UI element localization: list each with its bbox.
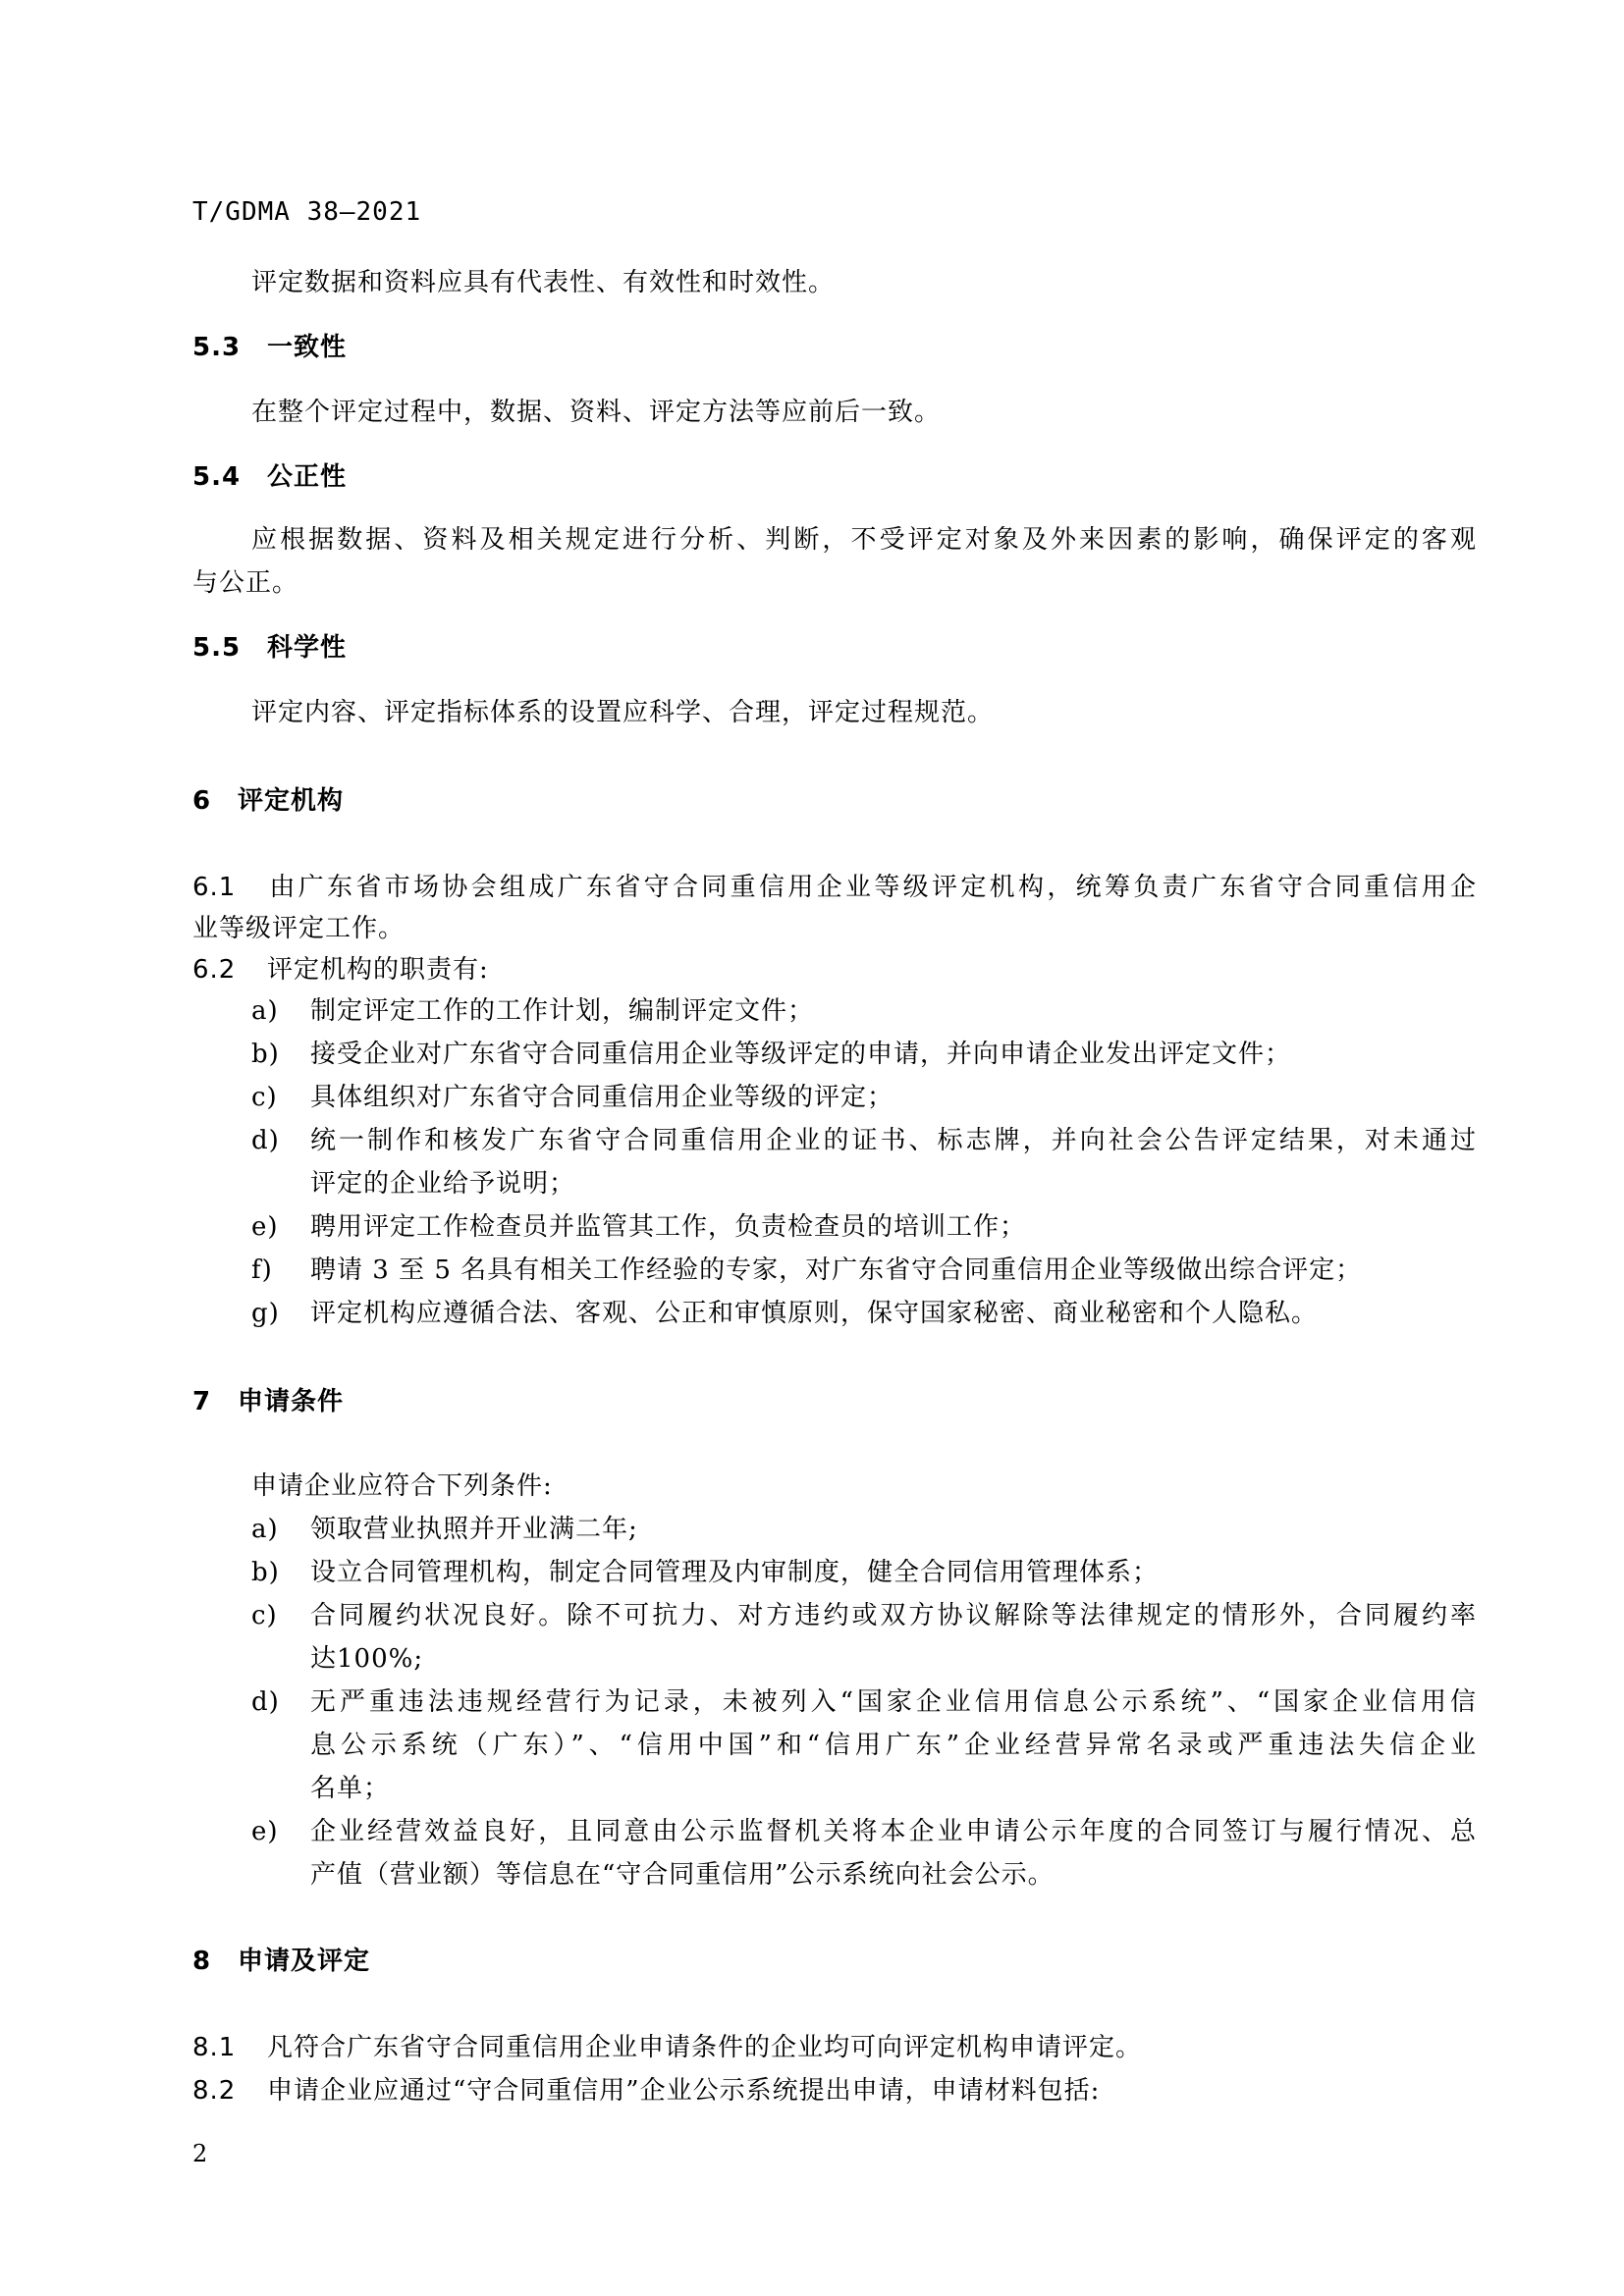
clause-5-4-heading — [192, 457, 347, 497]
paragraph-5-4-line-1: 应根据数据、资料及相关规定进行分析、判断，不受评定对象及外来因素的影响，确保评定的客观 — [251, 525, 1477, 555]
list-label: f) — [251, 1255, 273, 1285]
paragraph-7-intro: 申请企业应符合下列条件: — [251, 1471, 553, 1501]
clause-text: 评定机构的职责有: — [267, 955, 489, 985]
list-text-continued: 息公示系统（广东）”、“信用中国”和“信用广东”企业经营异常名录或严重违法失信企业 — [310, 1731, 1477, 1760]
list-label: b) — [251, 1040, 280, 1069]
chapter-number: 6 — [192, 786, 212, 816]
list-text: 合同履约状况良好。除不可抗力、对方违约或双方协议解除等法律规定的情形外，合同履约率 — [310, 1601, 1477, 1630]
list-label: g) — [251, 1299, 280, 1328]
list-text: 无严重违法违规经营行为记录，未被列入“国家企业信用信息公示系统”、“国家企业信用信 — [310, 1687, 1477, 1717]
clause-number: 6.1 — [192, 873, 237, 902]
list-text: 聘请 3 至 5 名具有相关工作经验的专家，对广东省守合同重信用企业等级做出综合评定； — [310, 1255, 1363, 1285]
list-label: d) — [251, 1126, 280, 1155]
clause-number: 5.5 — [192, 633, 242, 663]
list-text: 领取营业执照并开业满二年; — [310, 1515, 638, 1544]
clause-5-3-heading — [192, 328, 347, 367]
clause-number: 5.4 — [192, 462, 242, 492]
clause-8-1 — [192, 2028, 1142, 2067]
clause-title: 公正性 — [267, 462, 348, 492]
list-label: a) — [251, 1515, 279, 1544]
list-text-continued: 产值（营业额）等信息在“守合同重信用”公示系统向社会公示。 — [310, 1860, 1055, 1890]
clause-text: 凡符合广东省守合同重信用企业申请条件的企业均可向评定机构申请评定。 — [267, 2033, 1143, 2062]
paragraph-5-3: 在整个评定过程中，数据、资料、评定方法等应前后一致。 — [251, 398, 942, 427]
list-text-continued: 评定的企业给予说明； — [310, 1169, 576, 1199]
page-number: 2 — [192, 2140, 209, 2167]
chapter-title: 申请条件 — [238, 1387, 345, 1416]
list-label: e) — [251, 1212, 279, 1242]
chapter-title: 评定机构 — [238, 786, 345, 816]
list-label: a) — [251, 996, 279, 1026]
list-text: 设立合同管理机构，制定合同管理及内审制度，健全合同信用管理体系； — [310, 1558, 1160, 1587]
list-label: e) — [251, 1817, 279, 1846]
clause-text: 由广东省市场协会组成广东省守合同重信用企业等级评定机构，统筹负责广东省守合同重信用企 — [267, 873, 1477, 902]
list-text: 聘用评定工作检查员并监管其工作，负责检查员的培训工作； — [310, 1212, 1027, 1242]
paragraph-5-5: 评定内容、评定指标体系的设置应科学、合理，评定过程规范。 — [251, 698, 995, 727]
clause-8-2 — [192, 2071, 1100, 2110]
chapter-7-heading — [192, 1382, 344, 1421]
chapter-number: 7 — [192, 1387, 212, 1416]
list-text: 制定评定工作的工作计划，编制评定文件； — [310, 996, 815, 1026]
clause-text: 申请企业应通过“守合同重信用”企业公示系统提出申请，申请材料包括: — [267, 2076, 1101, 2106]
paragraph-5-4-line-2: 与公正。 — [192, 568, 299, 598]
clause-number: 5.3 — [192, 333, 242, 362]
list-label: d) — [251, 1687, 280, 1717]
list-text: 评定机构应遵循合法、客观、公正和审慎原则，保守国家秘密、商业秘密和个人隐私。 — [310, 1299, 1319, 1328]
clause-title: 一致性 — [267, 333, 348, 362]
list-text: 具体组织对广东省守合同重信用企业等级的评定； — [310, 1083, 894, 1112]
list-label: c) — [251, 1601, 278, 1630]
list-text: 统一制作和核发广东省守合同重信用企业的证书、标志牌，并向社会公告评定结果，对未通过 — [310, 1126, 1477, 1155]
document-code: T/GDMA 38—2021 — [192, 197, 422, 227]
paragraph-5-2: 评定数据和资料应具有代表性、有效性和时效性。 — [251, 268, 836, 297]
clause-number: 6.2 — [192, 955, 237, 985]
chapter-6-heading — [192, 781, 344, 821]
clause-6-1-line-1 — [192, 868, 1477, 907]
list-text-continued: 名单； — [310, 1774, 391, 1803]
clause-5-5-heading — [192, 628, 347, 667]
clause-number: 8.1 — [192, 2033, 237, 2062]
list-text-continued: 达100%; — [310, 1644, 424, 1674]
chapter-8-heading — [192, 1942, 370, 1981]
chapter-title: 申请及评定 — [238, 1947, 371, 1976]
list-label: b) — [251, 1558, 280, 1587]
list-text: 企业经营效益良好，且同意由公示监督机关将本企业申请公示年度的合同签订与履行情况、总 — [310, 1817, 1477, 1846]
clause-6-2 — [192, 950, 489, 989]
list-label: c) — [251, 1083, 278, 1112]
clause-number: 8.2 — [192, 2076, 237, 2106]
list-text: 接受企业对广东省守合同重信用企业等级评定的申请，并向申请企业发出评定文件； — [310, 1040, 1292, 1069]
clause-6-1-line-2: 业等级评定工作。 — [192, 914, 406, 943]
clause-title: 科学性 — [267, 633, 348, 663]
chapter-number: 8 — [192, 1947, 212, 1976]
